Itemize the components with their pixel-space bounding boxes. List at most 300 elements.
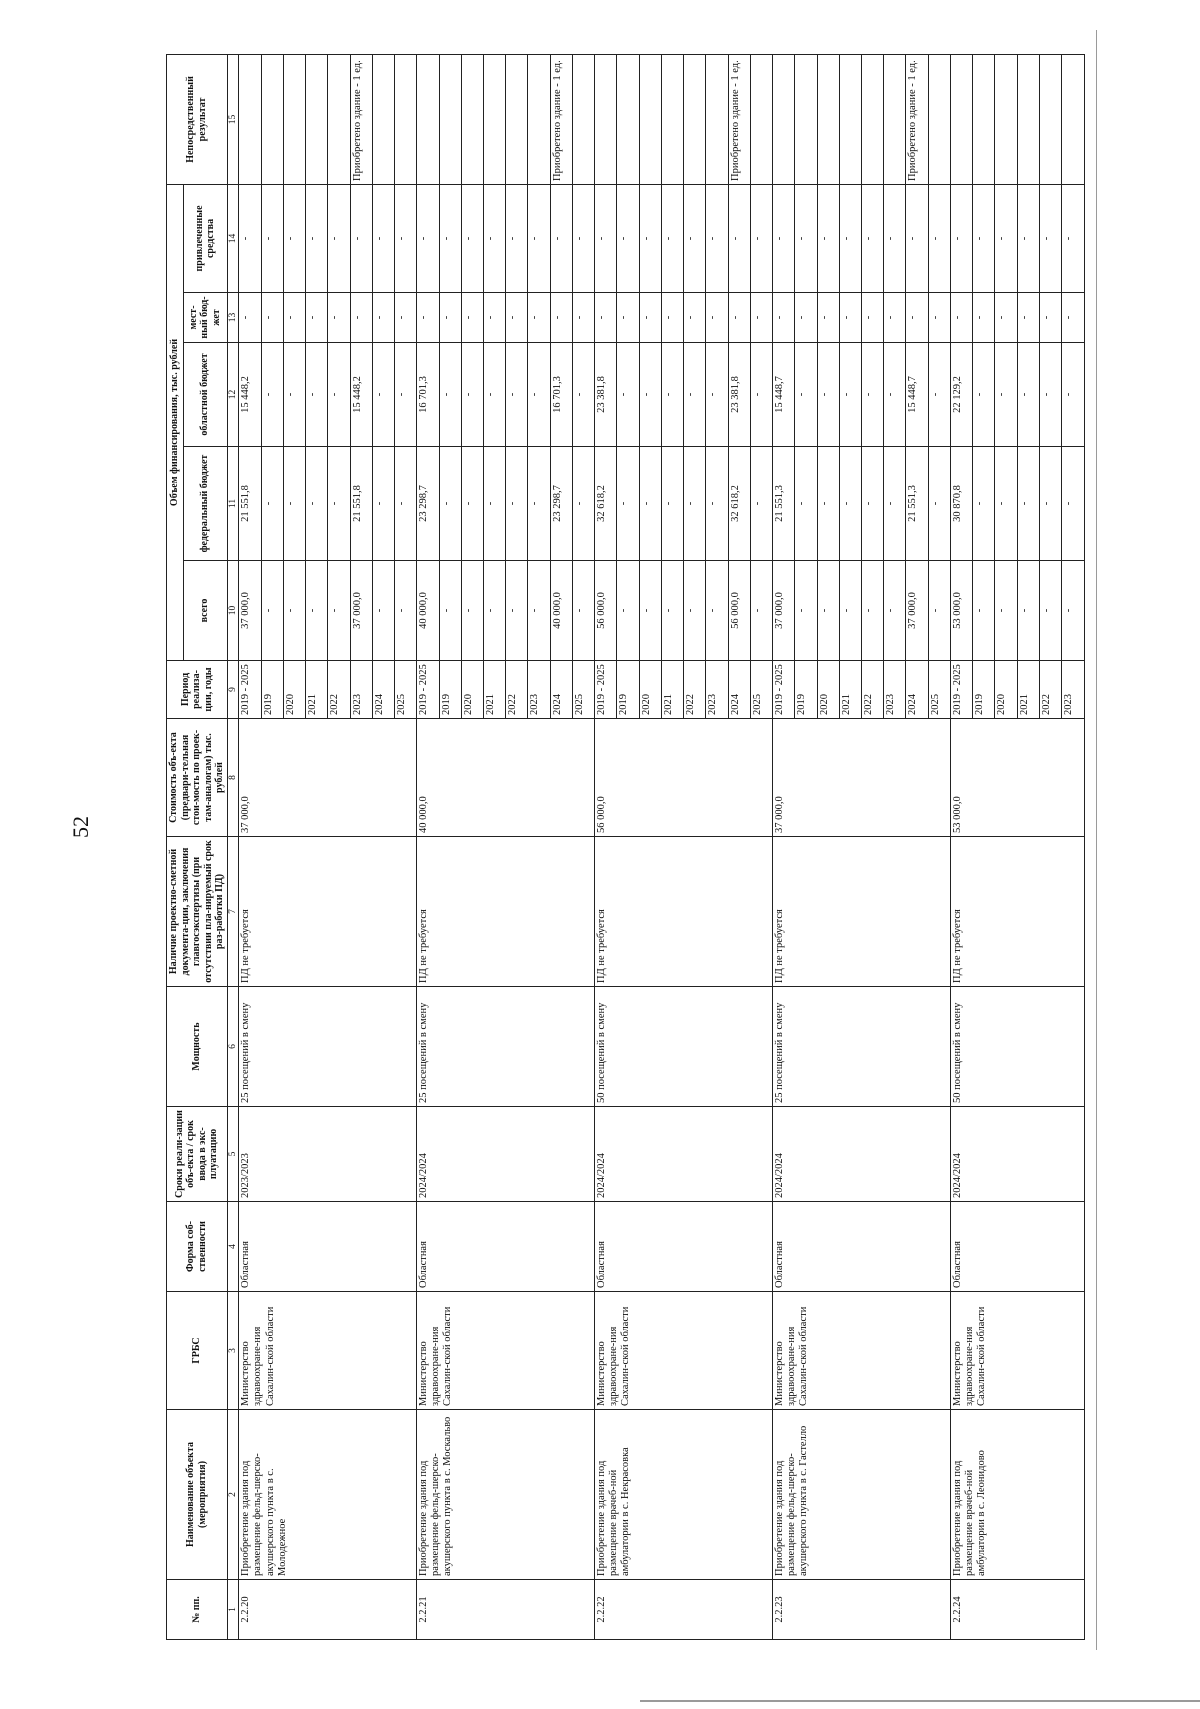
object-ownership: Областная [773, 1202, 951, 1292]
attracted-cell: - [261, 184, 283, 292]
total-cell: - [461, 561, 483, 661]
local-cell: - [461, 293, 483, 343]
federal-cell: - [928, 447, 950, 561]
period-cell: 2021 [661, 661, 683, 719]
period-cell: 2024 [550, 661, 572, 719]
result-cell [572, 54, 594, 184]
period-cell: 2019 [617, 661, 639, 719]
federal-cell: 23 298,7 [417, 447, 439, 561]
period-cell: 2025 [750, 661, 772, 719]
local-cell: - [506, 293, 528, 343]
local-cell: - [995, 293, 1017, 343]
regional-cell: 16 701,3 [550, 343, 572, 447]
regional-cell: - [1039, 343, 1061, 447]
regional-cell: - [995, 343, 1017, 447]
financing-table [166, 54, 1085, 1640]
local-cell: - [1039, 293, 1061, 343]
regional-cell: - [817, 343, 839, 447]
local-cell: - [839, 293, 861, 343]
table-row [773, 54, 795, 1639]
total-cell: - [973, 561, 995, 661]
local-cell: - [395, 293, 417, 343]
period-cell: 2023 [528, 661, 550, 719]
federal-cell: - [795, 447, 817, 561]
object-cost: 37 000,0 [773, 719, 951, 837]
total-cell: - [328, 561, 350, 661]
result-cell [773, 54, 795, 184]
regional-cell: - [1062, 343, 1084, 447]
object-cost: 40 000,0 [417, 719, 595, 837]
local-cell: - [884, 293, 906, 343]
total-cell: - [617, 561, 639, 661]
header-attracted: привлеченные средства [183, 184, 227, 292]
total-cell: - [395, 561, 417, 661]
period-cell: 2025 [395, 661, 417, 719]
header-total: всего [183, 561, 227, 661]
total-cell: - [484, 561, 506, 661]
header-period: Период реализа-ции, годы [167, 661, 228, 719]
attracted-cell: - [617, 184, 639, 292]
total-cell: - [861, 561, 883, 661]
attracted-cell: - [973, 184, 995, 292]
result-cell [461, 54, 483, 184]
federal-cell: - [484, 447, 506, 561]
header-funding-group: Объем финансирования, тыс. рублей [167, 184, 184, 660]
object-grbs: Министерство здравоохране-ния Сахалин-ской области [239, 1292, 417, 1410]
attracted-cell: - [572, 184, 594, 292]
total-cell: - [795, 561, 817, 661]
regional-cell: 15 448,2 [239, 343, 261, 447]
page-number [68, 816, 94, 838]
object-number: 2.2.23 [773, 1580, 951, 1640]
attracted-cell: - [595, 184, 617, 292]
local-cell: - [661, 293, 683, 343]
object-design-docs: ПД не требуется [773, 837, 951, 987]
local-cell: - [706, 293, 728, 343]
federal-cell: 30 870,8 [950, 447, 972, 561]
total-cell: 56 000,0 [595, 561, 617, 661]
local-cell: - [817, 293, 839, 343]
header-terms: Сроки реали-зации объ-екта / срок ввода в экс-плуатацию [167, 1107, 228, 1202]
total-cell: 37 000,0 [906, 561, 928, 661]
object-capacity: 25 посещений в смену [417, 987, 595, 1107]
federal-cell: 21 551,8 [350, 447, 372, 561]
result-cell [595, 54, 617, 184]
period-cell: 2020 [995, 661, 1017, 719]
header-local: мест-ный бюд-жет [183, 293, 227, 343]
result-cell [283, 54, 305, 184]
object-grbs: Министерство здравоохране-ния Сахалин-ской области [595, 1292, 773, 1410]
period-cell: 2023 [1062, 661, 1084, 719]
regional-cell: - [328, 343, 350, 447]
federal-cell: - [661, 447, 683, 561]
federal-cell: 21 551,3 [906, 447, 928, 561]
period-cell: 2023 [884, 661, 906, 719]
local-cell: - [239, 293, 261, 343]
result-cell [795, 54, 817, 184]
federal-cell: - [395, 447, 417, 561]
federal-cell: 32 618,2 [728, 447, 750, 561]
period-cell: 2021 [1017, 661, 1039, 719]
result-cell: Приобретено здание - 1 ед. [350, 54, 372, 184]
local-cell: - [684, 293, 706, 343]
total-cell: - [661, 561, 683, 661]
object-terms: 2024/2024 [417, 1107, 595, 1202]
column-number: 15 [227, 54, 239, 184]
regional-cell: - [306, 343, 328, 447]
object-ownership: Областная [950, 1202, 1084, 1292]
result-cell: Приобретено здание - 1 ед. [906, 54, 928, 184]
federal-cell: - [528, 447, 550, 561]
federal-cell: - [884, 447, 906, 561]
result-cell [261, 54, 283, 184]
result-cell [928, 54, 950, 184]
object-terms: 2024/2024 [950, 1107, 1084, 1202]
object-capacity: 50 посещений в смену [595, 987, 773, 1107]
table-row [595, 54, 617, 1639]
object-number: 2.2.22 [595, 1580, 773, 1640]
federal-cell: - [439, 447, 461, 561]
attracted-cell: - [484, 184, 506, 292]
federal-cell: - [684, 447, 706, 561]
federal-cell: - [261, 447, 283, 561]
object-design-docs: ПД не требуется [595, 837, 773, 987]
object-name: Приобретение здания под размещение фельд-шерско-акушерского пункта в с. Молодежное [239, 1410, 417, 1580]
local-cell: - [306, 293, 328, 343]
object-name: Приобретение здания под размещение врачеб-ной амбулатории в с. Некрасовка [595, 1410, 773, 1580]
column-number: 3 [227, 1292, 239, 1410]
regional-cell: - [617, 343, 639, 447]
federal-cell: - [372, 447, 394, 561]
total-cell: - [372, 561, 394, 661]
regional-cell: - [372, 343, 394, 447]
result-cell [750, 54, 772, 184]
period-cell: 2019 [795, 661, 817, 719]
local-cell: - [439, 293, 461, 343]
result-cell [506, 54, 528, 184]
regional-cell: - [439, 343, 461, 447]
period-cell: 2020 [461, 661, 483, 719]
attracted-cell: - [306, 184, 328, 292]
scan-line-right [1096, 30, 1097, 1650]
rotated-table-container [166, 55, 1076, 1640]
local-cell: - [283, 293, 305, 343]
period-cell: 2019 [973, 661, 995, 719]
local-cell: - [595, 293, 617, 343]
column-number: 6 [227, 987, 239, 1107]
total-cell: - [995, 561, 1017, 661]
total-cell: 40 000,0 [417, 561, 439, 661]
attracted-cell: - [750, 184, 772, 292]
federal-cell: - [1039, 447, 1061, 561]
total-cell: - [1039, 561, 1061, 661]
regional-cell: - [750, 343, 772, 447]
period-cell: 2021 [839, 661, 861, 719]
attracted-cell: - [239, 184, 261, 292]
regional-cell: 23 381,8 [728, 343, 750, 447]
federal-cell: - [861, 447, 883, 561]
attracted-cell: - [350, 184, 372, 292]
period-cell: 2019 - 2025 [417, 661, 439, 719]
attracted-cell: - [1039, 184, 1061, 292]
local-cell: - [617, 293, 639, 343]
header-result: Непосредственный результат [167, 54, 228, 184]
result-cell [395, 54, 417, 184]
total-cell: 56 000,0 [728, 561, 750, 661]
local-cell: - [372, 293, 394, 343]
federal-cell: 32 618,2 [595, 447, 617, 561]
attracted-cell: - [328, 184, 350, 292]
column-number: 9 [227, 661, 239, 719]
local-cell: - [328, 293, 350, 343]
result-cell [484, 54, 506, 184]
object-terms: 2024/2024 [773, 1107, 951, 1202]
regional-cell: - [795, 343, 817, 447]
total-cell: - [261, 561, 283, 661]
total-cell: - [928, 561, 950, 661]
period-cell: 2024 [728, 661, 750, 719]
attracted-cell: - [661, 184, 683, 292]
result-cell [884, 54, 906, 184]
total-cell: 37 000,0 [773, 561, 795, 661]
total-cell: - [884, 561, 906, 661]
header-no: № пп. [167, 1580, 228, 1640]
local-cell: - [973, 293, 995, 343]
attracted-cell: - [528, 184, 550, 292]
regional-cell: - [261, 343, 283, 447]
result-cell [661, 54, 683, 184]
column-number-row [227, 54, 239, 1639]
result-cell [528, 54, 550, 184]
period-cell: 2019 - 2025 [239, 661, 261, 719]
federal-cell: - [995, 447, 1017, 561]
result-cell [1039, 54, 1061, 184]
regional-cell: - [706, 343, 728, 447]
column-number: 12 [227, 343, 239, 447]
result-cell [1017, 54, 1039, 184]
period-cell: 2019 [439, 661, 461, 719]
object-ownership: Областная [417, 1202, 595, 1292]
attracted-cell: - [884, 184, 906, 292]
column-number: 10 [227, 561, 239, 661]
federal-cell: - [328, 447, 350, 561]
period-cell: 2024 [906, 661, 928, 719]
attracted-cell: - [461, 184, 483, 292]
attracted-cell: - [861, 184, 883, 292]
period-cell: 2024 [372, 661, 394, 719]
federal-cell: - [283, 447, 305, 561]
attracted-cell: - [283, 184, 305, 292]
local-cell: - [572, 293, 594, 343]
period-cell: 2019 [261, 661, 283, 719]
local-cell: - [484, 293, 506, 343]
total-cell: - [706, 561, 728, 661]
attracted-cell: - [906, 184, 928, 292]
federal-cell: - [1017, 447, 1039, 561]
header-regional: областной бюджет [183, 343, 227, 447]
attracted-cell: - [550, 184, 572, 292]
table-row [950, 54, 972, 1639]
regional-cell: - [506, 343, 528, 447]
total-cell: 37 000,0 [239, 561, 261, 661]
local-cell: - [528, 293, 550, 343]
result-cell [617, 54, 639, 184]
period-cell: 2019 - 2025 [595, 661, 617, 719]
federal-cell: - [973, 447, 995, 561]
result-cell [706, 54, 728, 184]
period-cell: 2021 [306, 661, 328, 719]
total-cell: - [817, 561, 839, 661]
period-cell: 2020 [817, 661, 839, 719]
local-cell: - [928, 293, 950, 343]
regional-cell: - [839, 343, 861, 447]
total-cell: - [639, 561, 661, 661]
period-cell: 2022 [1039, 661, 1061, 719]
regional-cell: - [1017, 343, 1039, 447]
object-capacity: 50 посещений в смену [950, 987, 1084, 1107]
local-cell: - [750, 293, 772, 343]
regional-cell: 15 448,2 [350, 343, 372, 447]
object-grbs: Министерство здравоохране-ния Сахалин-ской области [417, 1292, 595, 1410]
attracted-cell: - [928, 184, 950, 292]
attracted-cell: - [417, 184, 439, 292]
regional-cell: - [639, 343, 661, 447]
attracted-cell: - [1062, 184, 1084, 292]
federal-cell: 23 298,7 [550, 447, 572, 561]
total-cell: - [506, 561, 528, 661]
regional-cell: 15 448,7 [906, 343, 928, 447]
total-cell: - [750, 561, 772, 661]
attracted-cell: - [950, 184, 972, 292]
object-grbs: Министерство здравоохране-ния Сахалин-ской области [950, 1292, 1084, 1410]
object-terms: 2023/2023 [239, 1107, 417, 1202]
column-number: 4 [227, 1202, 239, 1292]
total-cell: - [1062, 561, 1084, 661]
regional-cell: - [973, 343, 995, 447]
regional-cell: 16 701,3 [417, 343, 439, 447]
attracted-cell: - [706, 184, 728, 292]
period-cell: 2022 [684, 661, 706, 719]
column-number: 7 [227, 837, 239, 987]
table-row [239, 54, 261, 1639]
local-cell: - [728, 293, 750, 343]
local-cell: - [1062, 293, 1084, 343]
column-number: 8 [227, 719, 239, 837]
period-cell: 2025 [572, 661, 594, 719]
federal-cell: - [306, 447, 328, 561]
result-cell [306, 54, 328, 184]
result-cell: Приобретено здание - 1 ед. [728, 54, 750, 184]
federal-cell: - [1062, 447, 1084, 561]
total-cell: - [439, 561, 461, 661]
local-cell: - [950, 293, 972, 343]
attracted-cell: - [817, 184, 839, 292]
period-cell: 2019 - 2025 [950, 661, 972, 719]
regional-cell: - [395, 343, 417, 447]
attracted-cell: - [728, 184, 750, 292]
federal-cell: - [617, 447, 639, 561]
result-cell [861, 54, 883, 184]
local-cell: - [350, 293, 372, 343]
total-cell: - [306, 561, 328, 661]
total-cell: - [528, 561, 550, 661]
federal-cell: - [639, 447, 661, 561]
period-cell: 2019 - 2025 [773, 661, 795, 719]
total-cell: 40 000,0 [550, 561, 572, 661]
object-number: 2.2.21 [417, 1580, 595, 1640]
attracted-cell: - [372, 184, 394, 292]
object-cost: 53 000,0 [950, 719, 1084, 837]
regional-cell: - [661, 343, 683, 447]
local-cell: - [861, 293, 883, 343]
local-cell: - [906, 293, 928, 343]
federal-cell: 21 551,8 [239, 447, 261, 561]
period-cell: 2023 [350, 661, 372, 719]
attracted-cell: - [773, 184, 795, 292]
header-capacity: Мощность [167, 987, 228, 1107]
object-terms: 2024/2024 [595, 1107, 773, 1202]
federal-cell: - [506, 447, 528, 561]
object-number: 2.2.24 [950, 1580, 1084, 1640]
result-cell [817, 54, 839, 184]
table-body [239, 54, 1084, 1639]
regional-cell: - [484, 343, 506, 447]
attracted-cell: - [439, 184, 461, 292]
federal-cell: - [461, 447, 483, 561]
total-cell: - [283, 561, 305, 661]
local-cell: - [417, 293, 439, 343]
attracted-cell: - [839, 184, 861, 292]
local-cell: - [550, 293, 572, 343]
header-name: Наименование объекта (мероприятия) [167, 1410, 228, 1580]
object-design-docs: ПД не требуется [239, 837, 417, 987]
object-design-docs: ПД не требуется [950, 837, 1084, 987]
regional-cell: 15 448,7 [773, 343, 795, 447]
object-grbs: Министерство здравоохране-ния Сахалин-ской области [773, 1292, 951, 1410]
attracted-cell: - [684, 184, 706, 292]
result-cell [995, 54, 1017, 184]
total-cell: - [684, 561, 706, 661]
regional-cell: - [861, 343, 883, 447]
column-number: 1 [227, 1580, 239, 1640]
period-cell: 2020 [639, 661, 661, 719]
period-cell: 2022 [328, 661, 350, 719]
total-cell: - [572, 561, 594, 661]
attracted-cell: - [1017, 184, 1039, 292]
regional-cell: 22 129,2 [950, 343, 972, 447]
attracted-cell: - [995, 184, 1017, 292]
attracted-cell: - [506, 184, 528, 292]
result-cell [973, 54, 995, 184]
local-cell: - [1017, 293, 1039, 343]
attracted-cell: - [639, 184, 661, 292]
header-ownership: Форма соб-ственности [167, 1202, 228, 1292]
object-number: 2.2.20 [239, 1580, 417, 1640]
period-cell: 2025 [928, 661, 950, 719]
header-cost: Стоимость объ-екта (предвари-тельная стои-мость по проек-там-аналогам) тыс. рублей [167, 719, 228, 837]
result-cell [839, 54, 861, 184]
federal-cell: - [817, 447, 839, 561]
local-cell: - [773, 293, 795, 343]
period-cell: 2022 [861, 661, 883, 719]
header-federal: федеральный бюджет [183, 447, 227, 561]
total-cell: - [839, 561, 861, 661]
column-number: 5 [227, 1107, 239, 1202]
object-name: Приобретение здания под размещение фельд-шерско-акушерского пункта в с. Москальво [417, 1410, 595, 1580]
regional-cell: - [283, 343, 305, 447]
result-cell [239, 54, 261, 184]
federal-cell: - [572, 447, 594, 561]
